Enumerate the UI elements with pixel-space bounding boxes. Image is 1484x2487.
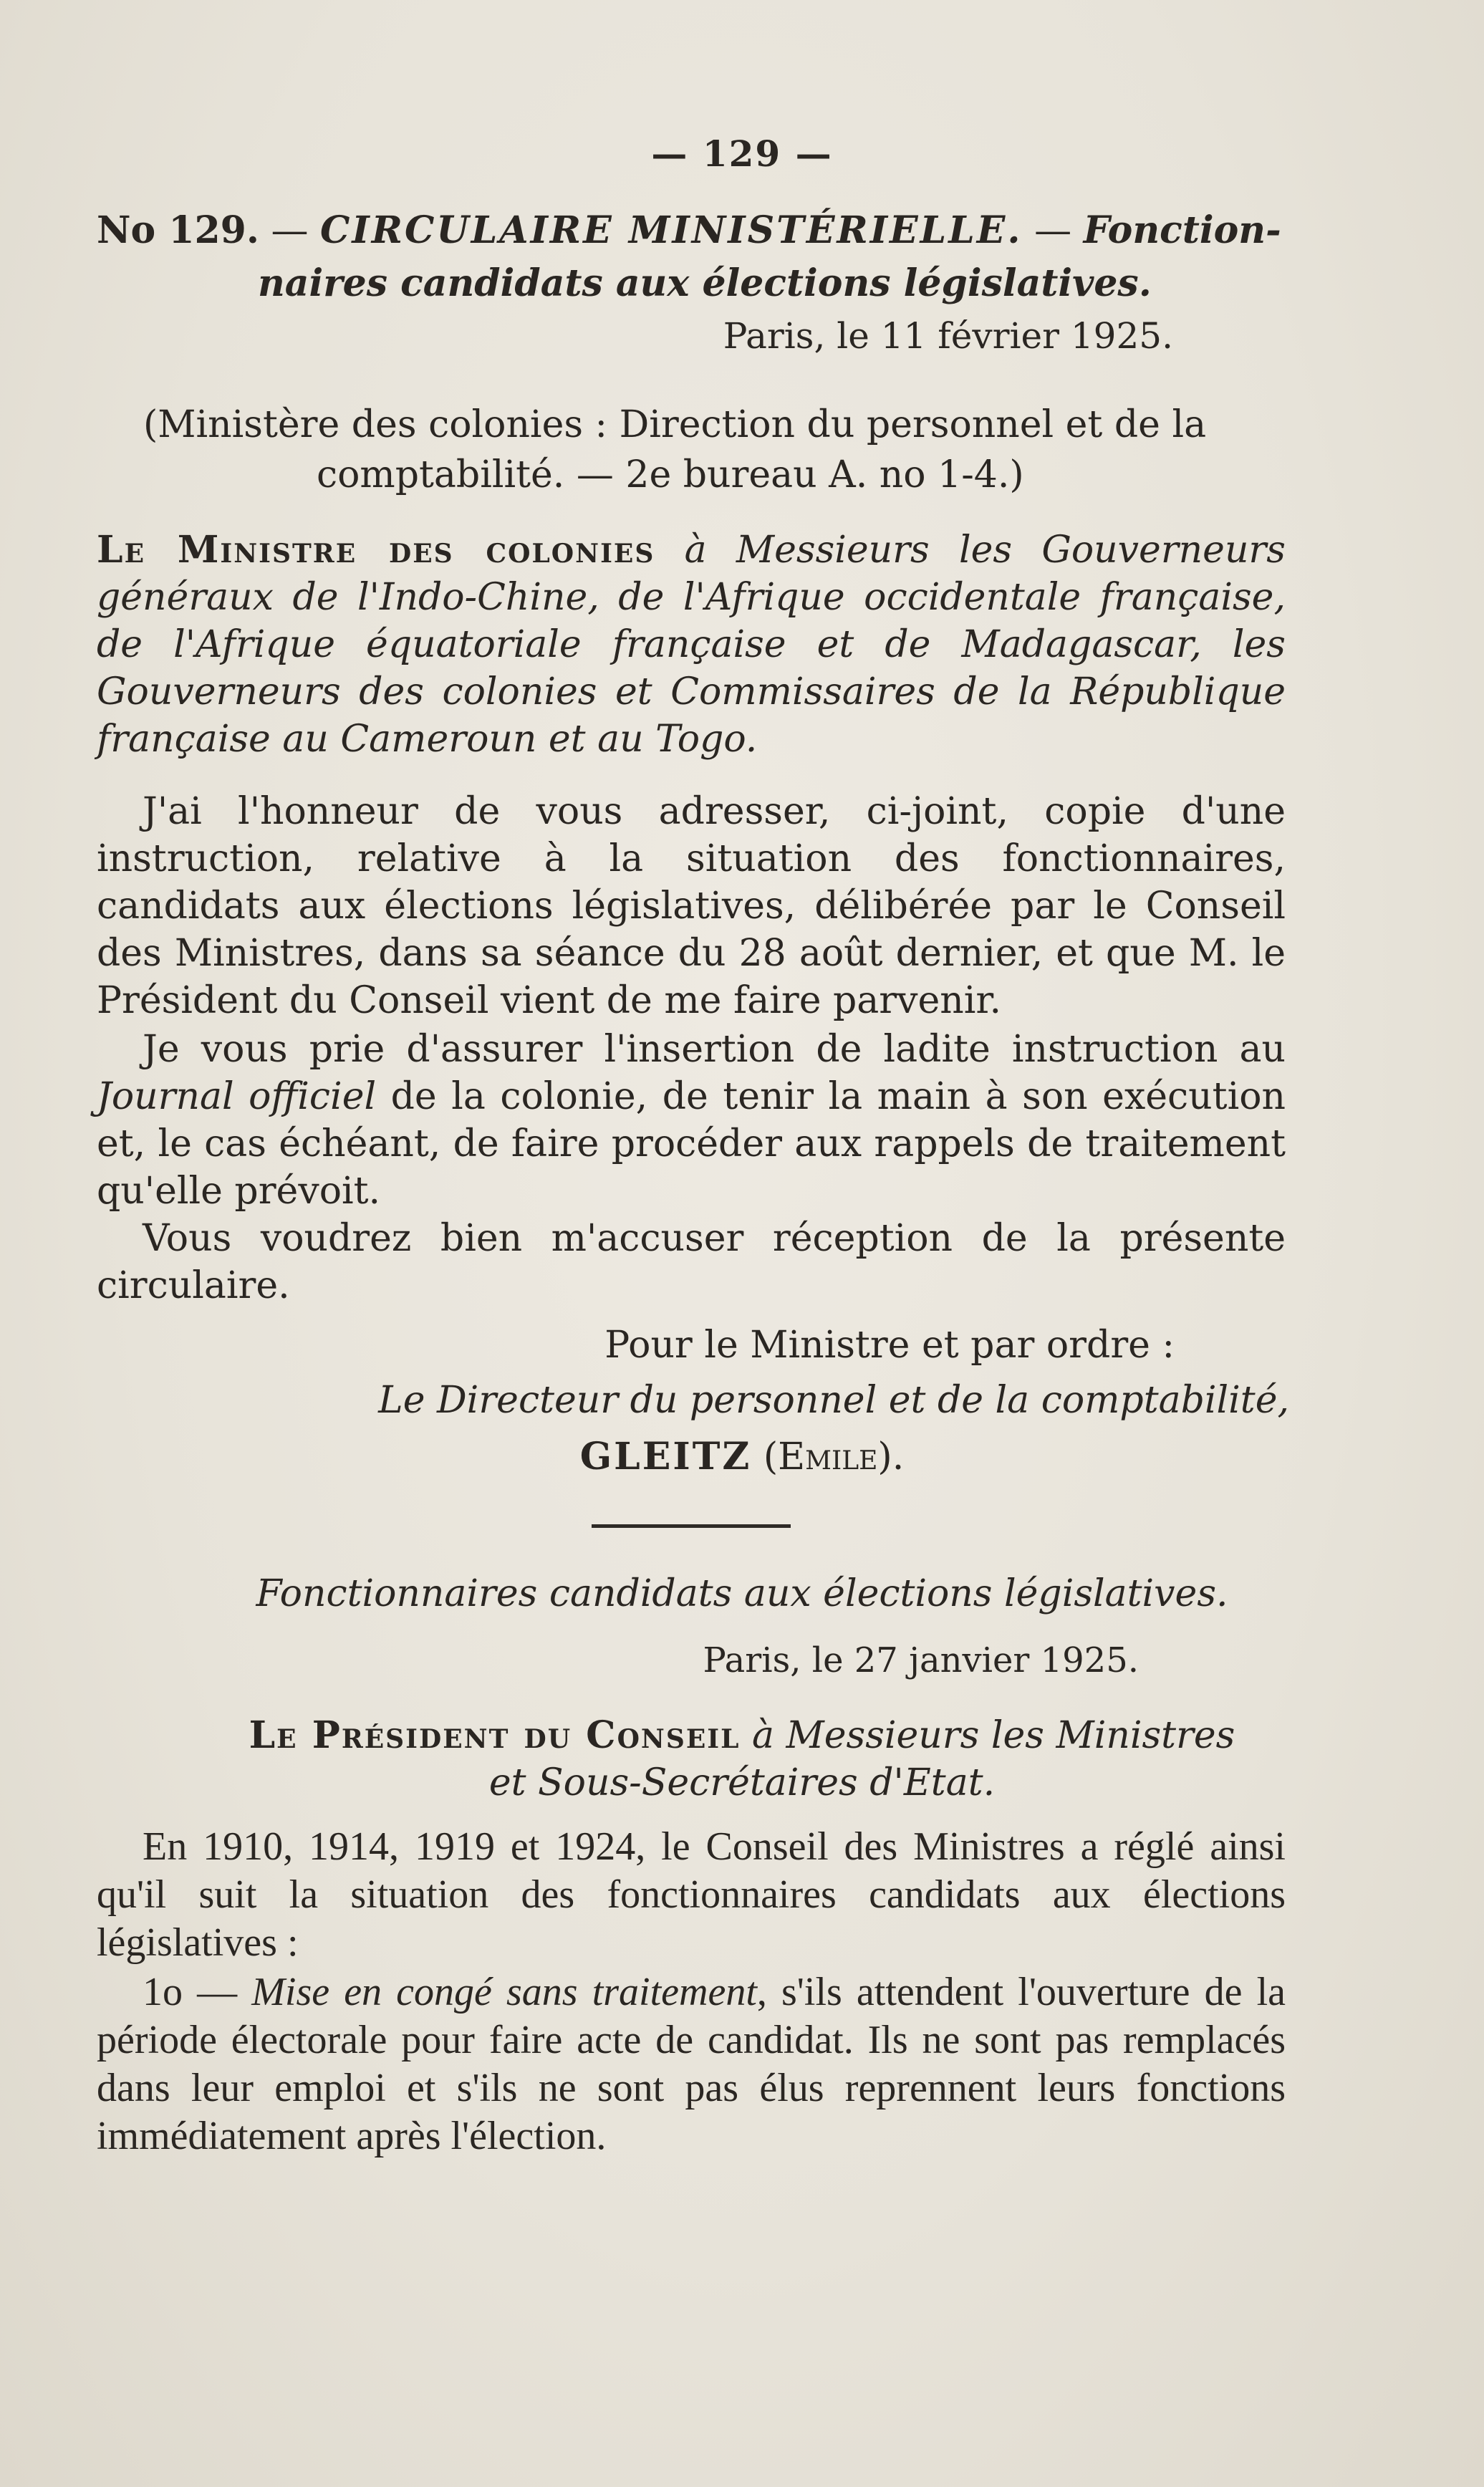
paragraph-4: En 1910, 1914, 1919 et 1924, le Conseil des Ministres a réglé ainsi qu'il suit la situation des fonctionnaires candidats aux élections législatives :: [97, 1824, 1286, 1965]
addressee-block: [97, 526, 1286, 763]
paragraph-3: Vous voudrez bien m'accuser réception de la présente circulaire.: [97, 1217, 1286, 1307]
circular-number: No 129.: [97, 208, 259, 252]
ministry-line2: comptabilité. — 2e bureau A. no 1-4.): [317, 453, 1024, 496]
ministry-reference: [143, 400, 1289, 500]
signature-name-line: [0, 1435, 1484, 1478]
instruction-title: Fonctionnaires candidats aux élections législatives.: [256, 1572, 1228, 1615]
journal-officiel: Journal officiel: [97, 1075, 377, 1118]
circular-subject-line2: naires candidats aux élections législatives.: [258, 261, 1152, 305]
instruction-addressee-line2: et Sous-Secrétaires d'Etat.: [488, 1761, 996, 1804]
signatory-firstname: (Emile).: [763, 1435, 905, 1478]
item-number: 1o —: [143, 1970, 252, 2014]
signatory-surname: GLEITZ: [579, 1435, 752, 1478]
circular-date: Paris, le 11 février 1925.: [723, 315, 1173, 357]
paragraph-2: [97, 1026, 1286, 1215]
circular-title: CIRCULAIRE MINISTÉRIELLE.: [320, 208, 1023, 252]
instruction-addressee-line1: à Messieurs les Ministres: [740, 1714, 1235, 1757]
instruction-date: Paris, le 27 janvier 1925.: [703, 1640, 1139, 1680]
paragraph-5: [97, 1968, 1286, 2160]
header-dash: —: [259, 209, 321, 252]
instruction-addressee-lead: Le Président du Conseil: [249, 1713, 741, 1757]
page-number: — 129 —: [651, 133, 833, 175]
paragraph-2-text-b: de la colonie, de tenir la main à son exécution et, le cas échéant, de faire procéder aux rappels de traitement qu'elle prévoit.: [97, 1075, 1286, 1213]
addressee-lead: Le Ministre des colonies: [97, 528, 655, 572]
signature-line2: Le Directeur du personnel et de la comptabilité,: [378, 1379, 1289, 1422]
circular-subject-line1: Fonction-: [1083, 208, 1281, 252]
instruction-addressee: [0, 1712, 1484, 1807]
header-dash: —: [1022, 209, 1084, 252]
signature-line1: Pour le Ministre et par ordre :: [604, 1324, 1175, 1367]
item-emphasis: Mise en congé sans traitement: [251, 1970, 757, 2014]
section-divider: [592, 1524, 791, 1528]
paragraph-2-text-a: Je vous prie d'assurer l'insertion de ladite instruction au: [143, 1028, 1286, 1071]
item-text: , s'ils attendent l'ouverture de la période électorale pour faire acte de candidat. Ils ne sont pas remplacés dans leur emploi et s'ils ne sont pas élus reprennent leurs fonctions immédiatement après l'élection.: [97, 1970, 1286, 2158]
addressee-body: à Messieurs les Gouverneurs généraux de l'Indo-Chine, de l'Afrique occidentale française, de l'Afrique équatoriale française et de Madagascar, les Gouverneurs des colonies et Commissaires de la République française au Cameroun et au Togo.: [97, 529, 1286, 761]
paragraph-1: J'ai l'honneur de vous adresser, ci-joint, copie d'une instruction, relative à la situation des fonctionnaires, candidats aux élections législatives, délibérée par le Conseil des Ministres, dans sa séance du 28 août dernier, et que M. le Président du Conseil vient de me faire parvenir.: [97, 790, 1286, 1022]
circular-header: [97, 204, 1286, 310]
ministry-line1: (Ministère des colonies : Direction du personnel et de la: [143, 403, 1207, 446]
